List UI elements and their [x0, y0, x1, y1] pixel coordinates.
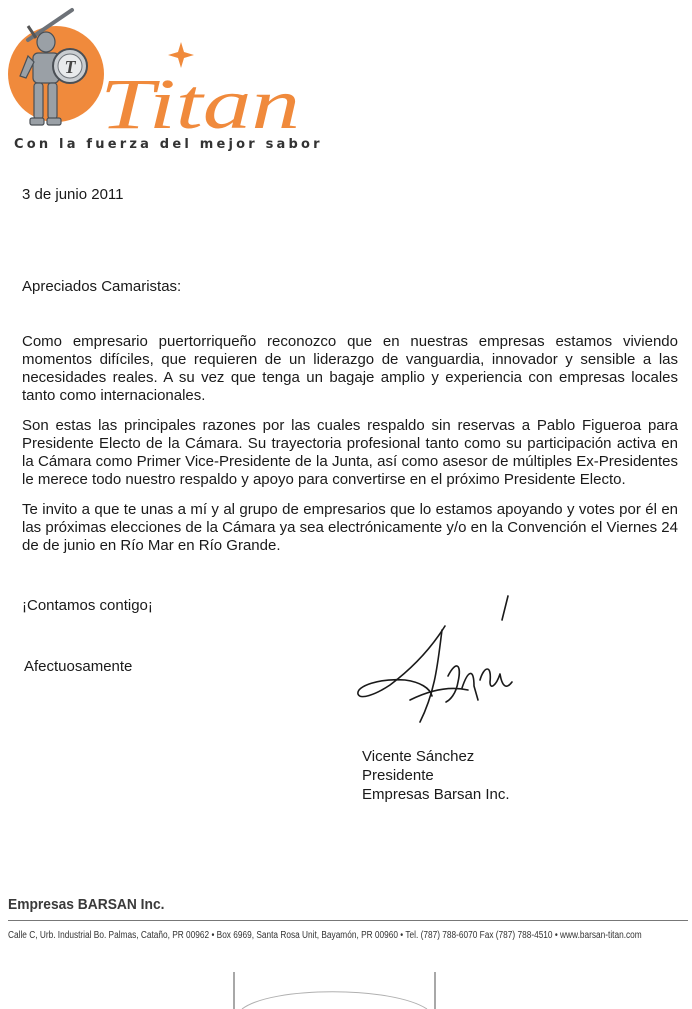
letter-body	[22, 333, 678, 567]
footer-address: Calle C, Urb. Industrial Bo. Palmas, Cataño, PR 00962 • Box 6969, Santa Rosa Unit, Bayamón, PR 00960 • Tel. (787) 788-6070 Fax (787) 788-4510 • www.barsan-titan.com	[8, 930, 642, 941]
letter-paragraph: Como empresario puertorriqueño reconozco que en nuestras empresas estamos viviendo momentos difíciles, que requieren de un liderazgo de vanguardia, innovador y sensible a las necesidades reales. A su vez que tenga un bagaje amplio y experiencia con empresas locales tanto como internacionales.	[22, 333, 678, 404]
letter-closing: ¡Contamos contigo¡	[22, 597, 153, 614]
signer-title: Presidente	[362, 767, 434, 784]
signer-name: Vicente Sánchez	[362, 748, 475, 765]
brand-wordmark: Titan	[100, 64, 300, 134]
letter-date: 3 de junio 2011	[22, 186, 124, 203]
letter-greeting: Apreciados Camaristas:	[22, 278, 182, 295]
letter-paragraph: Son estas las principales razones por las cuales respaldo sin reservas a Pablo Figueroa para Presidente Electo de la Cámara. Su trayectoria profesional tanto como su participación activa en la Cámara como Primer Vice-Presidente de la Junta, así como asesor de múltiples Ex-Presidentes le merece todo nuestro respaldo y apoyo para convertirse en el próximo Presidente Electo.	[22, 417, 678, 488]
signer-company: Empresas Barsan Inc.	[362, 786, 510, 803]
shield-icon	[53, 49, 87, 83]
signer-block	[362, 747, 510, 804]
shield-letter: T	[64, 57, 76, 77]
handwritten-signature	[350, 590, 530, 740]
titan-logo	[6, 4, 306, 134]
brand-tagline: Con la fuerza del mejor sabor	[14, 137, 323, 152]
footer-company: Empresas BARSAN Inc.	[8, 896, 165, 913]
bottom-page-fragment	[232, 972, 437, 1009]
letter-paragraph: Te invito a que te unas a mí y al grupo de empresarios que lo estamos apoyando y votes por él en las próximas elecciones de la Cámara ya sea electrónicamente y/o en la Convención el Viernes 24 de de junio en Río Mar en Río Grande.	[22, 501, 678, 554]
letter-valediction: Afectuosamente	[24, 658, 133, 675]
footer-divider	[8, 920, 688, 921]
